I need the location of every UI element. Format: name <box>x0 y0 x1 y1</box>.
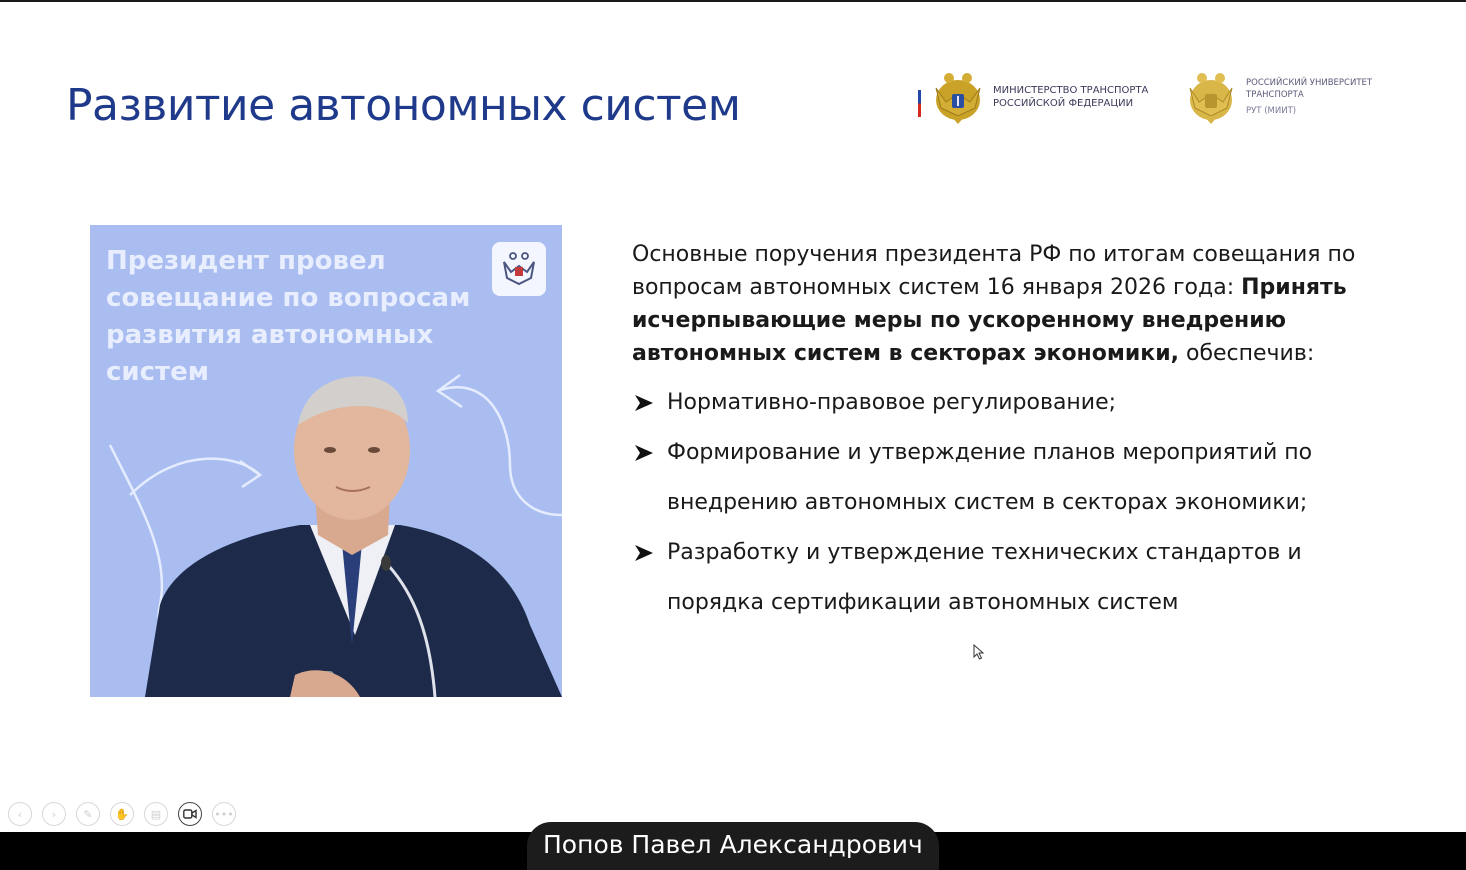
prev-slide-button[interactable] <box>8 802 32 826</box>
eagle-emblem-icon <box>501 250 537 288</box>
university-eagle-icon <box>1184 68 1238 126</box>
subtitles-button[interactable] <box>144 802 168 826</box>
subtitles-icon: ▤ <box>150 807 162 821</box>
bullet-item: Нормативно-правовое регулирование; <box>632 378 1392 428</box>
pen-tool-button[interactable] <box>76 802 100 826</box>
bullet-item: Разработку и утверждение технических стандартов и порядка сертификации автономных систем <box>632 528 1392 628</box>
presentation-player-controls <box>8 802 236 826</box>
slide-content <box>632 238 1392 628</box>
pointer-icon: ✋ <box>115 807 129 821</box>
university-logo <box>1184 68 1372 126</box>
news-photo <box>90 225 562 697</box>
slide-title: Развитие автономных систем <box>66 80 741 131</box>
emphasis-text: Принять исчерпывающие меры по ускоренному внедрению автономных систем в секторах экономики, <box>632 275 1347 366</box>
arrow-bullet-icon <box>634 543 654 563</box>
ministry-logo <box>918 68 1148 126</box>
pointer-tool-button[interactable] <box>110 802 134 826</box>
photo-emblem-badge <box>492 242 546 296</box>
video-camera-button[interactable] <box>178 802 202 826</box>
more-icon: ••• <box>214 807 234 821</box>
speaker-name-label: Попов Павел Александрович <box>527 822 939 870</box>
intro-text: Основные поручения президента РФ по итогам совещания по вопросам автономных систем 16 января 2026 года: <box>632 242 1356 300</box>
ministry-name: МИНИСТЕРСТВО ТРАНСПОРТА РОССИЙСКОЙ ФЕДЕРАЦИИ <box>993 85 1149 109</box>
tricolor-stripe <box>918 77 921 117</box>
emphasis-tail: обеспечив: <box>1178 341 1315 366</box>
prev-icon: ‹ <box>17 807 23 821</box>
next-slide-button[interactable] <box>42 802 66 826</box>
more-options-button[interactable] <box>212 802 236 826</box>
arrow-bullet-icon <box>634 393 654 413</box>
video-camera-icon <box>183 809 197 819</box>
eagle-emblem-icon <box>931 68 985 126</box>
bullet-item: Формирование и утверждение планов мероприятий по внедрению автономных систем в секторах экономики; <box>632 428 1392 528</box>
next-icon: › <box>51 807 57 821</box>
mouse-cursor-icon <box>973 644 985 660</box>
intro-paragraph <box>632 238 1392 370</box>
bullet-list <box>632 378 1392 628</box>
university-name: РОССИЙСКИЙ УНИВЕРСИТЕТ ТРАНСПОРТА РУТ (МИИТ) <box>1246 78 1373 116</box>
pen-icon: ✎ <box>83 807 93 821</box>
photo-caption: Президент провел совещание по вопросам развития автономных систем <box>106 246 471 387</box>
presentation-slide <box>0 2 1466 832</box>
arrow-bullet-icon <box>634 443 654 463</box>
